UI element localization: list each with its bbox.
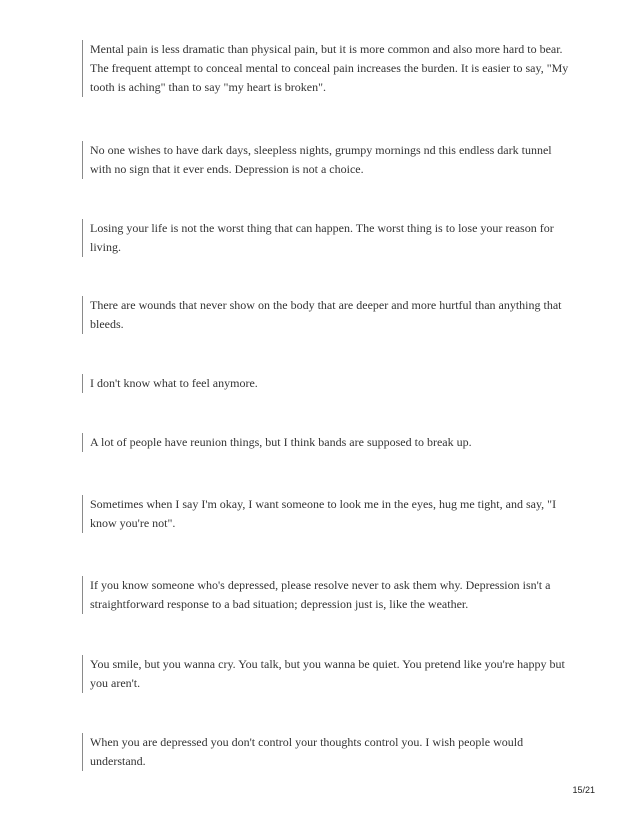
page-number: 15/21 (572, 785, 595, 795)
quote-6: A lot of people have reunion things, but I think bands are supposed to break up. (82, 433, 580, 452)
quote-8: If you know someone who's depressed, please resolve never to ask them why. Depression isn't a straightforward response to a bad situation; depression just is, like the weather. (82, 576, 580, 614)
quote-2: No one wishes to have dark days, sleepless nights, grumpy mornings nd this endless dark tunnel with no sign that it ever ends. Depression is not a choice. (82, 141, 580, 179)
quote-9: You smile, but you wanna cry. You talk, but you wanna be quiet. You pretend like you're happy but you aren't. (82, 655, 580, 693)
quote-5: I don't know what to feel anymore. (82, 374, 580, 393)
quote-4: There are wounds that never show on the body that are deeper and more hurtful than anything that bleeds. (82, 296, 580, 334)
quote-3: Losing your life is not the worst thing that can happen. The worst thing is to lose your reason for living. (82, 219, 580, 257)
quote-7: Sometimes when I say I'm okay, I want someone to look me in the eyes, hug me tight, and say, "I know you're not". (82, 495, 580, 533)
quote-10: When you are depressed you don't control your thoughts control you. I wish people would understand. (82, 733, 580, 771)
quote-1: Mental pain is less dramatic than physical pain, but it is more common and also more hard to bear. The frequent attempt to conceal mental to conceal pain increases the burden. It is easier to say, "My tooth is aching" than to say "my heart is broken". (82, 40, 580, 97)
